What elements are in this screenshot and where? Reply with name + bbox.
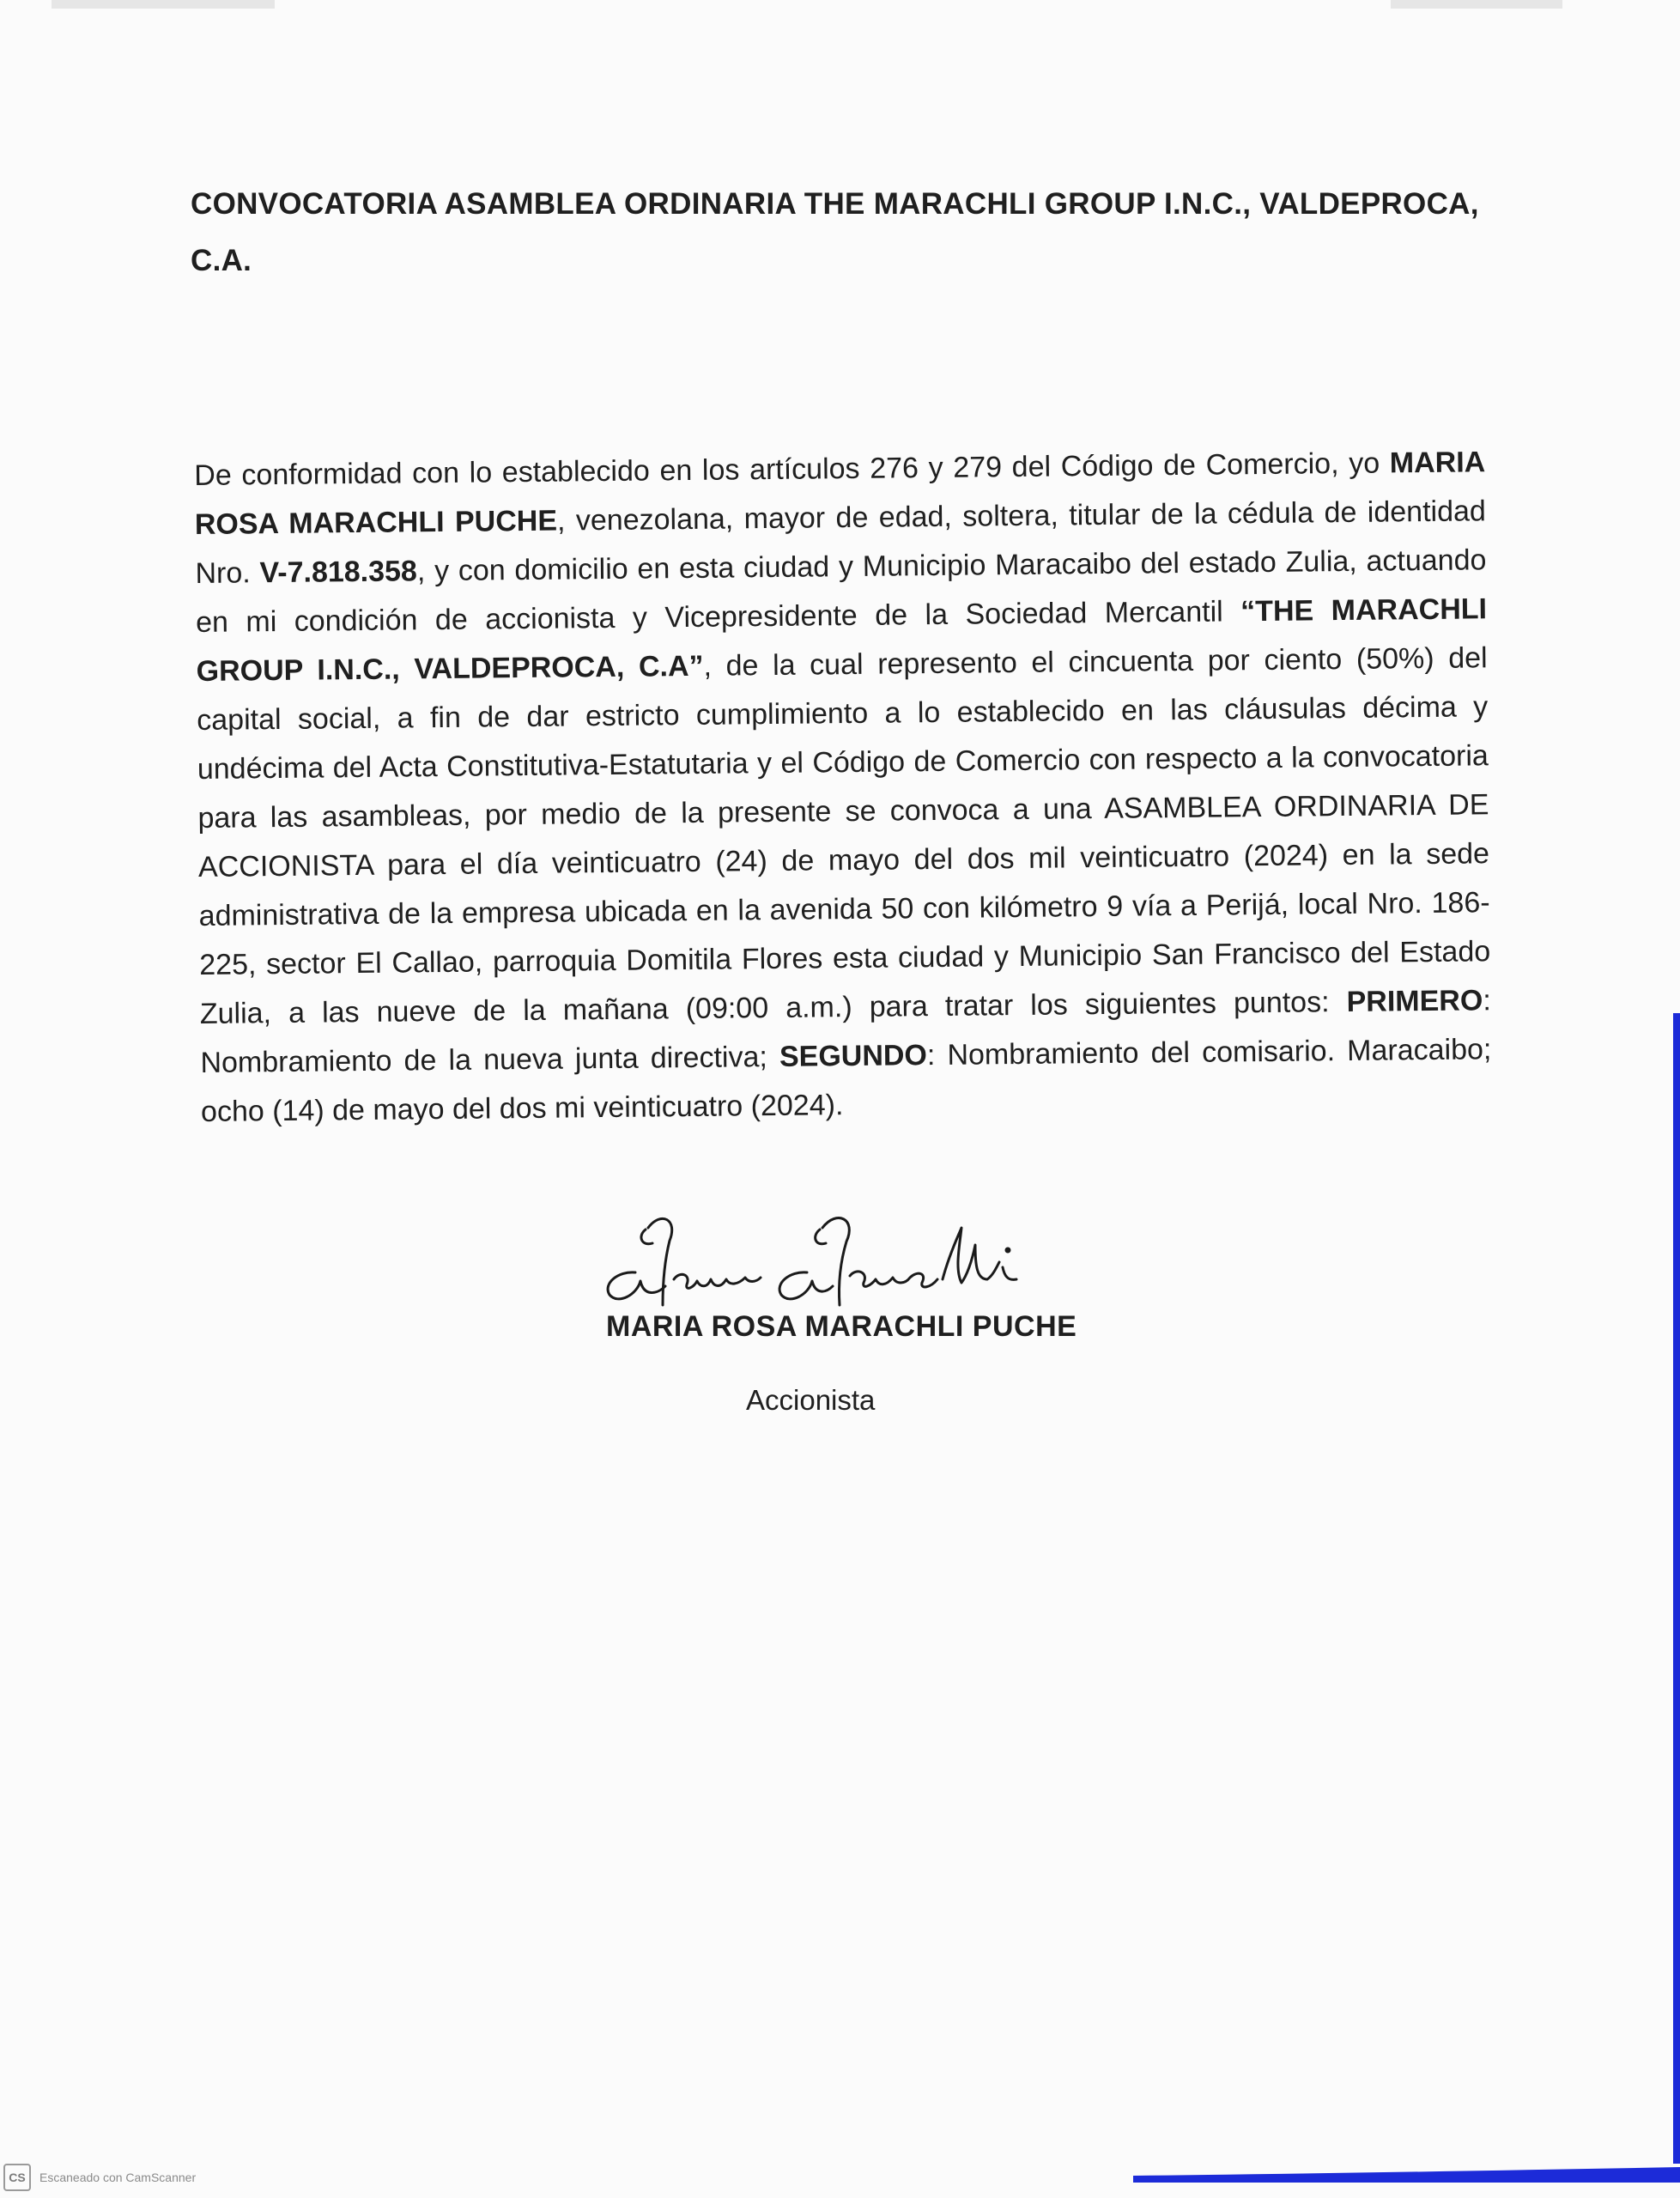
body-text-segment: : Nombramiento de la nueva junta directiva; <box>200 984 1491 1079</box>
shareholder-name: MARIA ROSA MARACHLI PUCHE <box>194 446 1486 541</box>
scan-artifact <box>1391 0 1562 9</box>
id-number: V-7.818.358 <box>259 555 418 590</box>
scanner-watermark <box>3 2164 196 2191</box>
body-text-segment: , venezolana, mayor de edad, soltera, titular de la cédula de identidad Nro. <box>195 495 1487 590</box>
signer-name: MARIA ROSA MARACHLI PUCHE <box>606 1310 1077 1343</box>
agenda-first-label: PRIMERO <box>1346 984 1483 1018</box>
handwritten-signature <box>584 1193 1064 1322</box>
camscanner-logo-icon: CS <box>3 2164 31 2191</box>
body-text-segment: , y con domicilio en esta ciudad y Municipio Maracaibo del estado Zulia, actuando en mi condición de accionista y Vicepresidente de la Sociedad Mercantil <box>195 543 1487 639</box>
scan-edge-shadow <box>1133 2164 1680 2183</box>
scan-artifact <box>52 0 275 9</box>
body-text-segment: : Nombramiento del comisario. Maracaibo; ocho (14) de mayo del dos mi veinticuatro (2024). <box>200 1033 1492 1128</box>
body-text-segment: De conformidad con lo establecido en los artículos 276 y 279 del Código de Comercio, yo <box>194 446 1390 492</box>
company-name: “THE MARACHLI GROUP I.N.C., VALDEPROCA, C.A” <box>196 592 1488 688</box>
watermark-text: Escaneado con CamScanner <box>39 2171 197 2184</box>
body-paragraph <box>194 438 1492 1137</box>
signer-role: Accionista <box>746 1384 876 1416</box>
scan-edge-shadow <box>1673 1013 1680 2164</box>
agenda-second-label: SEGUNDO <box>779 1039 928 1073</box>
document-title: CONVOCATORIA ASAMBLEA ORDINARIA THE MARACHLI GROUP I.N.C., VALDEPROCA, C.A. <box>191 187 1479 277</box>
body-text-segment: , de la cual represento el cincuenta por ciento (50%) del capital social, a fin de dar estricto cumplimiento a lo establecido en las cláusulas décima y undécima del Acta Constitutiva-Estatutaria y el Código de Comercio con respecto a la convocatoria para las asambleas, por medio de la presente se convoca a una ASAMBLEA ORDINARIA DE ACCIONISTA para el día veinticuatro (24) de mayo del dos mil veinticuatro (2024) en la sede administrativa de la empresa ubicada en la avenida 50 con kilómetro 9 vía a Perijá, local Nro. 186-225, sector El Callao, parroquia Domitila Flores esta ciudad y Municipio San Francisco del Estado Zulia, a las nueve de la mañana (09:00 a.m.) para tratar los siguientes puntos: <box>197 641 1491 1030</box>
